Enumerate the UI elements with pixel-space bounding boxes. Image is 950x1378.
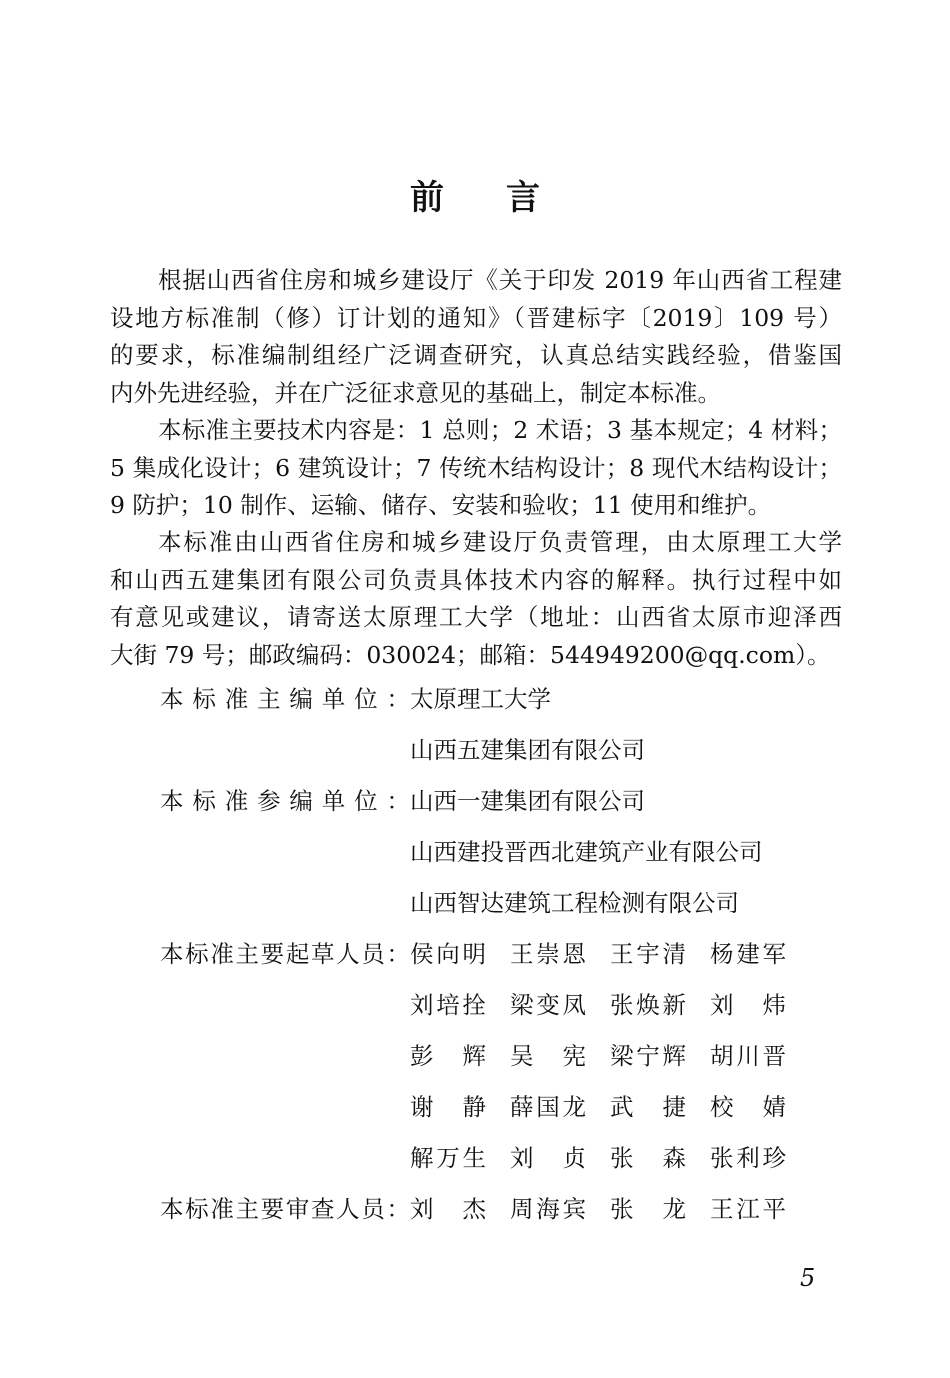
page-number: 5 [800,1264,816,1292]
drafters-row [160,1138,800,1178]
paragraph-line: 大街 79 号；邮政编码：030024；邮箱：544949200@qq.com）。 [110,640,831,669]
drafter-name: 武 捷 [610,1093,686,1121]
drafter-name: 刘 炜 [710,991,786,1019]
participating-unit: 山西一建集团有限公司 [410,787,645,815]
drafter-name: 刘 贞 [510,1144,586,1172]
paragraph-3 [110,524,842,674]
drafter-name: 张利珍 [710,1144,786,1172]
paragraph-line: 本标准主要技术内容是：1 总则；2 术语；3 基本规定；4 材料； [158,416,842,444]
drafter-name: 薛国龙 [510,1093,586,1121]
drafter-name: 彭 辉 [410,1042,486,1070]
drafter-name: 侯向明 [410,940,486,968]
paragraph-2 [110,412,842,525]
drafters-row [160,1087,800,1127]
paragraph-line: 本标准由山西省住房和城乡建设厅负责管理，由太原理工大学 [158,528,842,556]
title-char-1: 前 [410,178,444,218]
drafter-name: 王宇清 [610,940,686,968]
drafter-name: 解万生 [410,1144,486,1172]
paragraph-line: 内外先进经验，并在广泛征求意见的基础上，制定本标准。 [110,378,721,407]
drafter-name: 杨建军 [710,940,786,968]
drafter-name: 胡川晋 [710,1042,786,1070]
paragraph-1 [110,262,842,412]
paragraph-line: 和山西五建集团有限公司负责具体技术内容的解释。执行过程中如 [110,565,842,594]
paragraph-line: 的要求，标准编制组经广泛调查研究，认真总结实践经验，借鉴国 [110,341,842,369]
drafter-name: 刘培拴 [410,991,486,1019]
reviewer-name: 张 龙 [610,1195,686,1223]
drafter-name: 张 森 [610,1144,686,1172]
drafter-name: 王崇恩 [510,940,586,968]
page-title [0,170,950,219]
reviewer-name: 刘 杰 [410,1195,486,1223]
drafters-label: 本标准主要起草人员： [160,940,410,968]
paragraph-line: 有意见或建议，请寄送太原理工大学（地址：山西省太原市迎泽西 [110,603,842,631]
drafters-row [160,985,800,1025]
reviewers-label: 本标准主要审查人员： [160,1195,410,1223]
paragraph-line: 5 集成化设计；6 建筑设计；7 传统木结构设计；8 现代木结构设计； [110,453,842,482]
chief-unit: 太原理工大学 [410,685,551,713]
chief-units-label: 本标准主编单位： [160,685,410,713]
paragraph-line: 根据山西省住房和城乡建设厅《关于印发 2019 年山西省工程建 [158,266,842,294]
drafter-name: 梁变凤 [510,991,586,1019]
title-char-2: 言 [506,178,540,218]
participating-units-label: 本标准参编单位： [160,787,410,815]
participating-unit: 山西建投晋西北建筑产业有限公司 [410,838,763,866]
reviewer-name: 王江平 [710,1195,786,1223]
drafter-name: 张焕新 [610,991,686,1019]
drafter-name: 梁宁辉 [610,1042,686,1070]
participating-unit: 山西智达建筑工程检测有限公司 [410,889,739,917]
drafters-row [160,1036,800,1076]
drafter-name: 校 婧 [710,1093,786,1121]
drafters-row [160,934,800,974]
reviewers-row [160,1189,800,1229]
drafter-name: 谢 静 [410,1093,486,1121]
drafter-name: 吴 宪 [510,1042,586,1070]
chief-unit: 山西五建集团有限公司 [410,736,645,764]
paragraph-line: 9 防护；10 制作、运输、储存、安装和验收；11 使用和维护。 [110,491,772,519]
paragraph-line: 设地方标准制（修）订计划的通知》（晋建标字〔2019〕109 号） [110,303,842,332]
reviewer-name: 周海宾 [510,1195,586,1223]
